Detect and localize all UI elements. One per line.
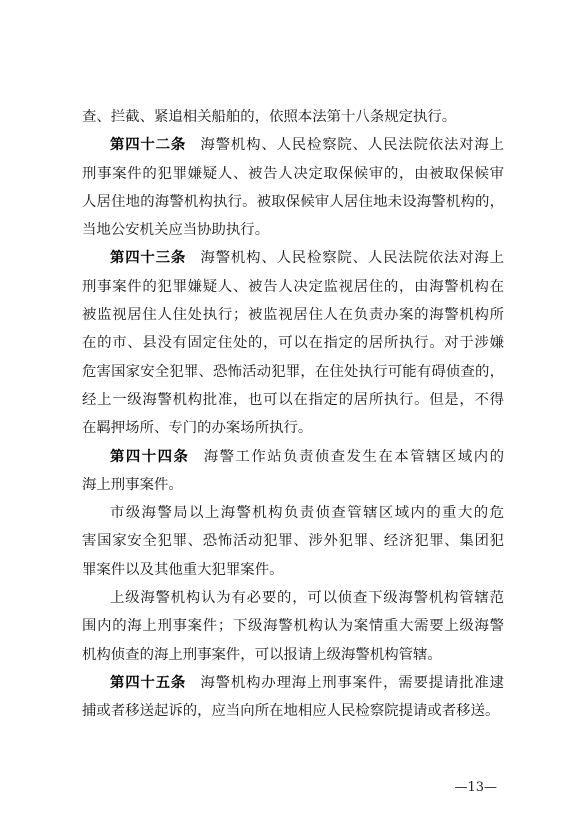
line-text: 海警工作站负责侦查发生在本管辖区域内的	[203, 448, 504, 465]
line-text: 刑事案件的犯罪嫌疑人、被告人决定监视居住的，由海警机构在	[82, 278, 504, 295]
text-line	[82, 556, 504, 584]
text-line	[82, 329, 504, 357]
article-heading: 第四十五条	[110, 673, 187, 691]
text-line	[82, 103, 504, 131]
article-heading: 第四十四条	[110, 447, 190, 465]
article-heading: 第四十二条	[110, 136, 187, 154]
line-text: 海警机构办理海上刑事案件，需要提请批准逮	[200, 674, 504, 691]
text-line	[82, 273, 504, 301]
line-text: 人居住地的海警机构执行。被取保候审人居住地未设海警机构的，	[82, 193, 504, 210]
page-number: —13—	[454, 780, 497, 795]
line-text: 机构侦查的海上刑事案件，可以报请上级海警机构管辖。	[82, 646, 442, 663]
text-line	[82, 527, 504, 555]
body-text	[82, 103, 504, 726]
line-text: 危害国家安全犯罪、恐怖活动犯罪，在住处执行可能有碍侦查的，	[82, 363, 504, 380]
line-text: 被监视居住人住处执行；被监视居住人在负责办案的海警机构所	[82, 307, 504, 324]
line-text: 围内的海上刑事案件；下级海警机构认为案情重大需要上级海警	[82, 618, 504, 635]
text-line	[82, 499, 504, 527]
line-text: 在的市、县没有固定住处的，可以在指定的居所执行。对于涉嫌	[82, 335, 504, 352]
text-line	[82, 188, 504, 216]
line-text: 上级海警机构认为有必要的，可以侦查下级海警机构管辖范	[110, 590, 504, 607]
text-line	[82, 584, 504, 612]
article-first-line	[82, 244, 504, 272]
line-text: 害国家安全犯罪、恐怖活动犯罪、涉外犯罪、经济犯罪、集团犯	[82, 533, 504, 550]
line-text: 海警机构、人民检察院、人民法院依法对海上	[200, 137, 504, 154]
article-first-line	[82, 669, 504, 697]
article-first-line	[82, 131, 504, 159]
text-line	[82, 641, 504, 669]
text-line	[82, 414, 504, 442]
line-text: 市级海警局以上海警机构负责侦查管辖区域内的重大的危	[110, 505, 504, 522]
line-text: 捕或者移送起诉的，应当向所在地相应人民检察院提请或者移送。	[82, 703, 500, 720]
line-text: 刑事案件的犯罪嫌疑人、被告人决定取保候审的，由被取保候审	[82, 165, 504, 182]
text-line	[82, 697, 504, 725]
text-line	[82, 386, 504, 414]
line-text: 查、拦截、紧追相关船舶的，依照本法第十八条规定执行。	[82, 109, 457, 125]
article-heading: 第四十三条	[110, 249, 187, 267]
line-text: 海上刑事案件。	[82, 476, 183, 493]
text-line	[82, 471, 504, 499]
text-line	[82, 612, 504, 640]
text-line	[82, 160, 504, 188]
line-text: 罪案件以及其他重大犯罪案件。	[82, 561, 284, 578]
line-text: 经上一级海警机构批准，也可以在指定的居所执行。但是，不得	[82, 391, 504, 408]
line-text: 当地公安机关应当协助执行。	[82, 222, 270, 239]
article-first-line	[82, 443, 504, 471]
text-line	[82, 358, 504, 386]
line-text: 在羁押场所、专门的办案场所执行。	[82, 420, 313, 437]
line-text: 海警机构、人民检察院、人民法院依法对海上	[200, 250, 504, 267]
text-line	[82, 301, 504, 329]
text-line	[82, 216, 504, 244]
